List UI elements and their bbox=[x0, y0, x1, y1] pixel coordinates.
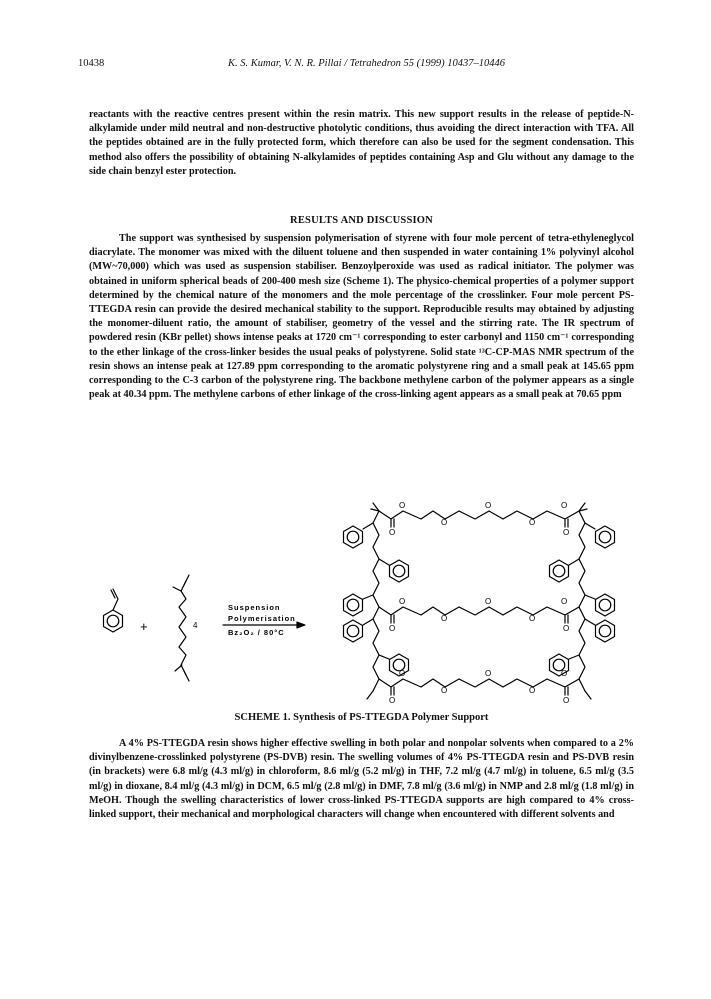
scheme-caption: SCHEME 1. Synthesis of PS-TTEGDA Polymer Support bbox=[234, 712, 489, 723]
paragraph-swelling: A 4% PS-TTEGDA resin shows higher effective swelling in both polar and nonpolar solvents when compared to a 2% divinylbenzene-crosslinked polystyrene (PS-DVB) resin. The swelling volumes of 4% PS-TTEGDA resin and PS-DVB resin (in brackets) were 6.8 ml/g (4.3 ml/g) in chloroform, 8.6 ml/g (5.2 ml/g) in THF, 7.2 ml/g (4.7 ml/g) in toluene, 6.5 ml/g (3.5 ml/g) in dioxane, 8.4 ml/g (4.3 ml/g) in DCM, 6.5 ml/g (2.8 ml/g) in DMF, 7.8 ml/g (3.6 ml/g) in NMP and 2.8 ml/g (1.8 ml/g) in MeOH. Though the swelling characteristics of lower cross-linked PS-TTEGDA supports are high compared to 4% cross-linked support, their mechanical and morphological characters will change when encountered with different solvents and bbox=[89, 738, 634, 821]
scheme-1-figure bbox=[85, 495, 645, 710]
atom-o: O bbox=[563, 528, 570, 537]
atom-o: O bbox=[563, 624, 570, 633]
atom-o: O bbox=[389, 696, 396, 705]
atom-o: O bbox=[529, 518, 536, 527]
section-heading: RESULTS AND DISCUSSION bbox=[290, 215, 433, 226]
repeat-subscript: 4 bbox=[193, 621, 198, 630]
arrow-label-polymerisation: Polymerisation bbox=[228, 614, 296, 623]
ps-ttegda-network bbox=[344, 503, 615, 699]
atom-o: O bbox=[561, 597, 568, 606]
atom-o: O bbox=[485, 501, 492, 510]
atom-o: O bbox=[561, 669, 568, 678]
atom-o: O bbox=[485, 597, 492, 606]
arrow-conditions: Bz₂O₂ / 80°C bbox=[228, 628, 285, 637]
running-head: K. S. Kumar, V. N. R. Pillai / Tetrahedron 55 (1999) 10437–10446 bbox=[228, 58, 506, 69]
plus-sign: + bbox=[140, 619, 148, 634]
atom-o: O bbox=[399, 669, 406, 678]
atom-o: O bbox=[389, 528, 396, 537]
arrow-label-suspension: Suspension bbox=[228, 603, 281, 612]
styrene-structure bbox=[104, 589, 123, 632]
ttegda-structure bbox=[173, 575, 189, 681]
atom-o: O bbox=[529, 686, 536, 695]
atom-o: O bbox=[441, 614, 448, 623]
atom-o: O bbox=[561, 501, 568, 510]
atom-o: O bbox=[441, 686, 448, 695]
atom-o: O bbox=[389, 624, 396, 633]
atom-o: O bbox=[485, 669, 492, 678]
paragraph-results: The support was synthesised by suspension polymerisation of styrene with four mole percent of tetra-ethyleneglycol diacrylate. The monomer was mixed with the diluent toluene and then suspended in water containing 1% polyvinyl alcohol (MW~70,000) which was used as suspension stabiliser. Benzoylperoxide was used as radical initiator. The polymer was obtained in uniform spherical beads of 200-400 mesh size (Scheme 1). The physico-chemical properties of a polymer support determined by the chemical nature of the monomers and the mole percentage of the crosslinker. Four mole percent PS-TTEGDA resin can provide the desired mechanical stability to the support. Reproducible results may obtained by adjusting the monomer-diluent ratio, the amount of stabiliser, geometry of the vessel and the stirring rate. The IR spectrum of powdered resin (KBr pellet) shows intense peaks at 1720 cm⁻¹ corresponding to ester carbonyl and 1150 cm⁻¹ corresponding to the ether linkage of the cross-linker besides the usual peaks of polystyrene. Solid state ¹³C-CP-MAS NMR spectrum of the resin shows an intense peak at 127.89 ppm corresponding to the aromatic polystyrene ring and a small peak at 145.65 ppm corresponding to the C-3 carbon of the polystyrene ring. The backbone methylene carbon of the polymer appears as a single peak at 40.34 ppm. The methylene carbons of ether linkage of the cross-linking agent appears as a small peak at 70.65 ppm bbox=[89, 233, 634, 401]
atom-o: O bbox=[563, 696, 570, 705]
paragraph-intro-end: reactants with the reactive centres present within the resin matrix. This new support results in the release of peptide-N-alkylamide under mild neutral and non-destructive photolytic conditions, thus avoiding the direct interaction with TFA. All the peptides obtained are in the fully protected form, which therefore can also be used for the segment condensation. This method also offers the possibility of obtaining N-alkylamides of peptides containing Asp and Glu without any damage to the side chain benzyl ester protection. bbox=[89, 109, 634, 177]
page-header bbox=[78, 58, 638, 72]
atom-o: O bbox=[529, 614, 536, 623]
atom-o: O bbox=[399, 597, 406, 606]
atom-o: O bbox=[441, 518, 448, 527]
page-number: 10438 bbox=[78, 58, 105, 69]
atom-o: O bbox=[399, 501, 406, 510]
